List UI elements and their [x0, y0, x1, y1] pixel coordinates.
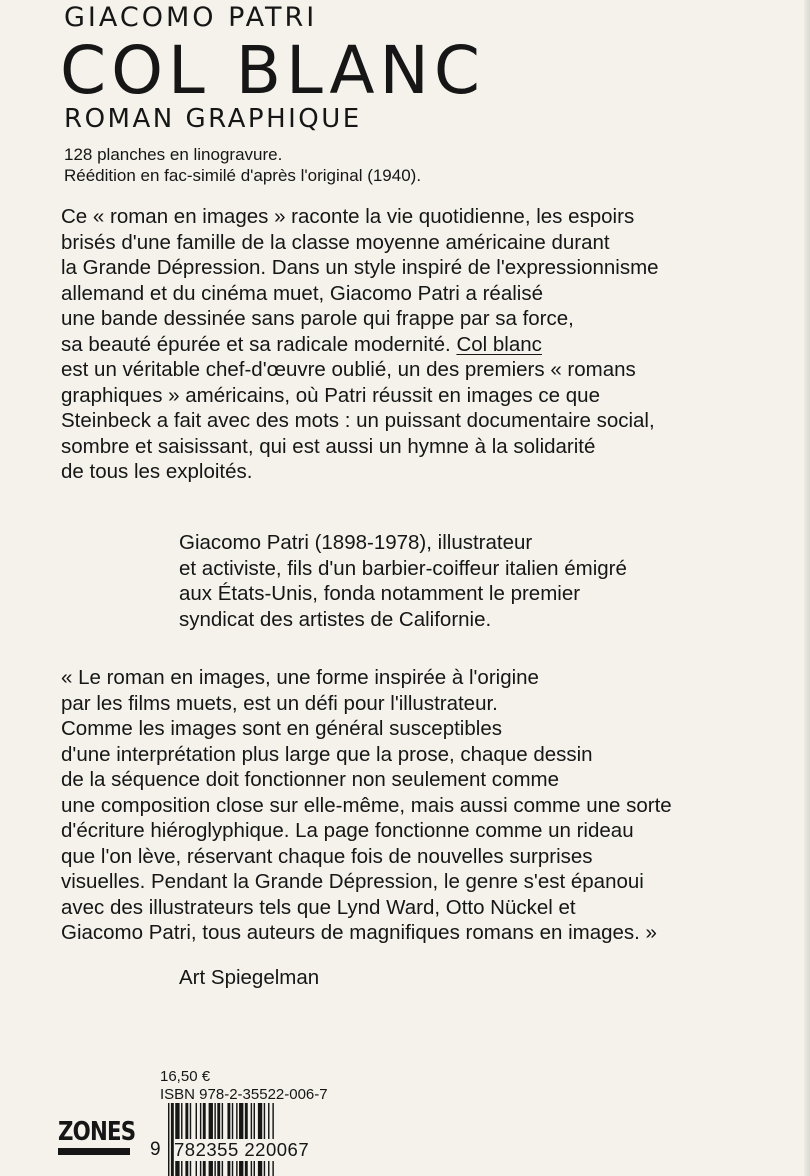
specs-line: 128 planches en linogravure. [64, 145, 283, 164]
specs-line: Réédition en fac-similé d'après l'original (1940). [64, 166, 422, 185]
quote-line: d'écriture hiéroglyphique. La page fonctionne comme un rideau [61, 819, 634, 842]
isbn-label: ISBN 978-2-35522-006-7 [160, 1086, 328, 1103]
quote-block [61, 665, 672, 946]
quote-line: Giacomo Patri, tous auteurs de magnifiques romans en images. » [61, 921, 657, 944]
barcode-first-digit: 9 [150, 1139, 161, 1160]
book-title: COL BLANC [60, 32, 485, 109]
barcode-bar [168, 1103, 169, 1176]
description-line-text: sa beauté épurée et sa radicale modernité. [61, 332, 457, 356]
publisher-logo [58, 1118, 134, 1156]
description-line: sombre et saisissant, qui est aussi un hymne à la solidarité [61, 434, 596, 458]
description-line: brisés d'une famille de la classe moyenne américaine durant [61, 230, 610, 254]
author-bio [179, 530, 627, 632]
quote-signature: Art Spiegelman [179, 966, 320, 989]
description-line: de tous les exploités. [61, 460, 253, 483]
bio-line: et activiste, fils d'un barbier-coiffeur italien émigré [179, 556, 627, 580]
barcode [150, 1103, 320, 1176]
description-line: une bande dessinée sans parole qui frappe par sa force, [61, 307, 574, 330]
quote-line: une composition close sur elle-même, mais aussi comme une sorte [61, 793, 672, 817]
description-line: la Grande Dépression. Dans un style inspiré de l'expressionnisme [61, 256, 659, 279]
quote-line: « Le roman en images, une forme inspirée à l'origine [61, 666, 539, 689]
description-line: Steinbeck a fait avec des mots : un puissant documentaire social, [61, 409, 655, 432]
bio-line: syndicat des artistes de Californie. [179, 607, 492, 631]
quote-line: de la séquence doit fonctionner non seulement comme [61, 768, 560, 791]
book-subtitle: ROMAN GRAPHIQUE [64, 104, 362, 134]
edition-specs [64, 144, 421, 186]
description-line: est un véritable chef-d'œuvre oublié, un des premiers « romans [61, 358, 636, 381]
quote-line: que l'on lève, réservant chaque fois de nouvelles surprises [61, 844, 593, 868]
bio-line: Giacomo Patri (1898-1978), illustrateur [179, 531, 533, 554]
description-line: Ce « roman en images » raconte la vie quotidienne, les espoirs [61, 205, 635, 228]
publisher-logo-text: ZONES [58, 1117, 136, 1147]
description-line [61, 332, 659, 358]
quote-line: Comme les images sont en général susceptibles [61, 717, 502, 740]
quote-line: avec des illustrateurs tels que Lynd Ward, Otto Nückel et [61, 895, 576, 919]
price-label: 16,50 € [160, 1068, 211, 1085]
author-name: GIACOMO PATRI [64, 2, 318, 33]
underlined-title: Col blanc [456, 332, 542, 356]
publisher-logo-bar [58, 1148, 130, 1155]
barcode-digits: 782355 220067 [174, 1139, 320, 1161]
cover-edge [804, 0, 810, 1176]
quote-line: par les films muets, est un défi pour l'illustrateur. [61, 691, 498, 715]
description-paragraph [61, 204, 659, 485]
description-line: graphiques » américains, où Patri réussit en images ce que [61, 383, 600, 407]
quote-line: visuelles. Pendant la Grande Dépression, le genre s'est épanoui [61, 870, 644, 893]
bio-line: aux États-Unis, fonda notamment le premier [179, 582, 581, 605]
description-line: allemand et du cinéma muet, Giacomo Patri a réalisé [61, 281, 543, 305]
quote-line: d'une interprétation plus large que la prose, chaque dessin [61, 742, 593, 766]
